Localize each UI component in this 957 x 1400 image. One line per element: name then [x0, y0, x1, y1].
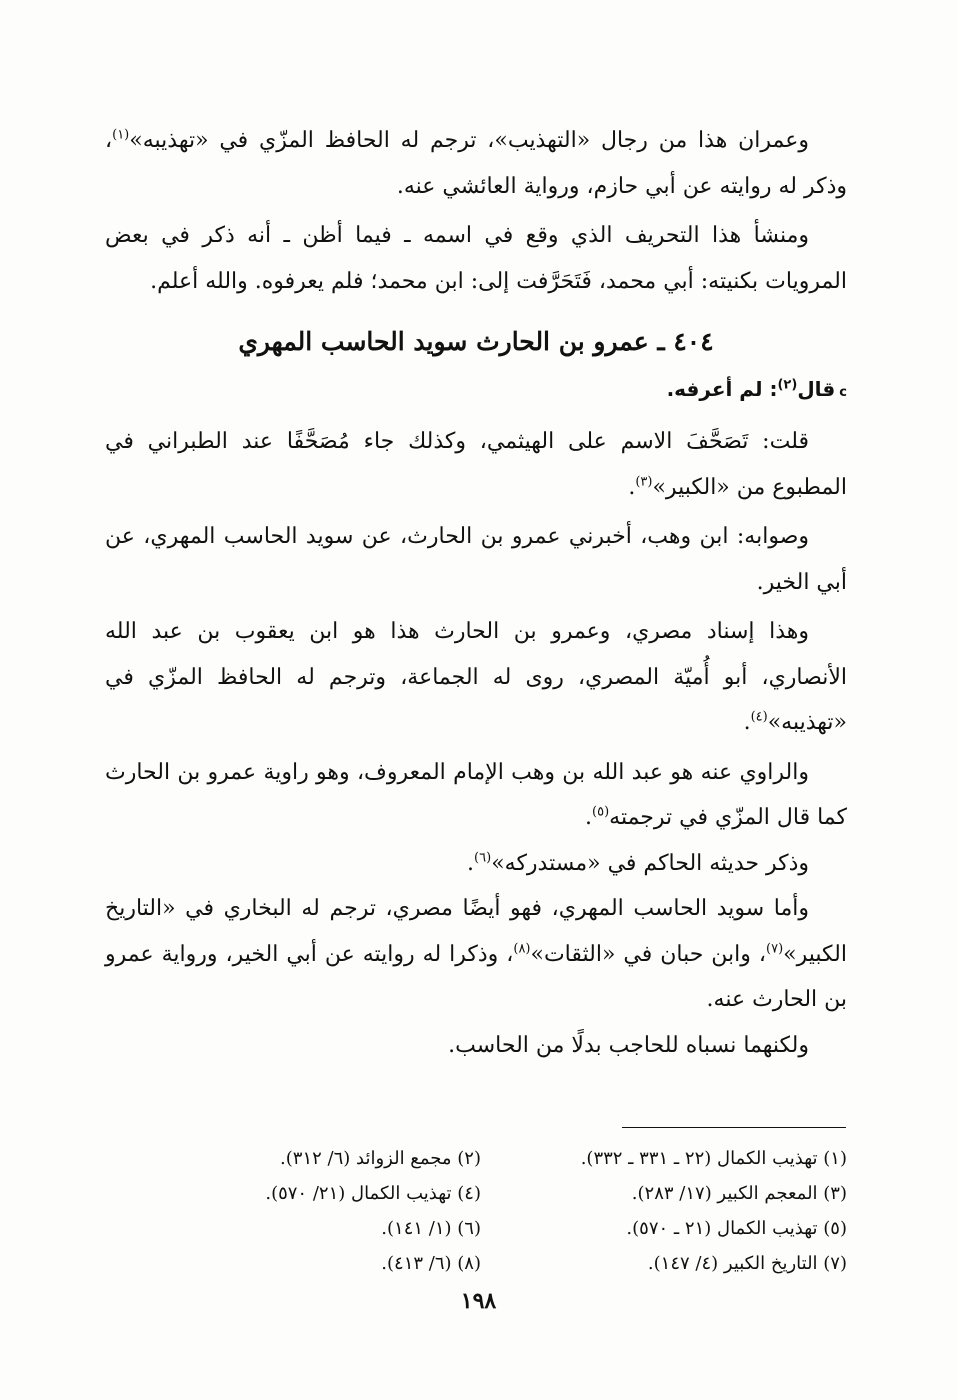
footnotes — [165, 1142, 847, 1280]
footnote: (٤) تهذيب الكمال (٢١/ ٥٧٠). — [265, 1183, 481, 1204]
qala-label: قال — [797, 376, 836, 401]
footnote: (٨) (٦/ ٤١٣). — [381, 1253, 481, 1274]
footnote-ref: (٤) — [750, 709, 768, 725]
footnote: (٢) مجمع الزوائد (٦/ ٣١٢). — [280, 1148, 481, 1169]
footnote-ref: (٦) — [474, 850, 492, 866]
paragraph-text: ، وذكرا له روايته عن أبي الخير، ورواية عمرو بن الحارث عنه. — [105, 941, 847, 1012]
qala-line — [105, 367, 847, 416]
footnote-ref: (٧) — [766, 941, 784, 957]
page-number: ١٩٨ — [460, 1288, 497, 1314]
paragraph-text: ، وابن حبان في «الثقات» — [530, 941, 766, 967]
paragraph-text: وأما سويد الحاسب المهري، فهو أيضًا مصري، ترجم له البخاري في «التاريخ الكبير» — [105, 896, 847, 967]
paragraph-text: قلت: تَصَحَّفَ الاسم على الهيثمي، وكذلك جاء مُصَحَّفًا عند الطبراني في المطبوع من «الكبير» — [105, 429, 847, 500]
footnote: (٦) (١/ ١٤١). — [381, 1218, 481, 1239]
footnote-ref: (٨) — [513, 941, 531, 957]
paragraph — [105, 118, 847, 209]
paragraph-text: وذكر حديثه الحاكم في «مستدركه» — [491, 850, 809, 876]
paragraph-text: والراوي عنه هو عبد الله بن وهب الإمام المعروف، وهو راوية عمرو بن الحارث كما قال المزّي في ترجمته — [105, 759, 847, 830]
footnote: (٣) المعجم الكبير (١٧/ ٢٨٣). — [631, 1183, 847, 1204]
footnote: (٥) تهذيب الكمال (٢١ ـ ٥٧٠). — [626, 1218, 847, 1239]
paragraph: ولكنهما نسباه للحاجب بدلًا من الحاسب. — [448, 1032, 809, 1058]
entry-heading: ٤٠٤ ـ عمرو بن الحارث سويد الحاسب المهري — [238, 327, 714, 356]
paragraph-text: وهذا إسناد مصري، وعمرو بن الحارث هذا هو ابن يعقوب بن عبد الله الأنصاري، أبو أُميّة المصري، روى له الجماعة، وترجم له الحافظ المزّي في «تهذيبه» — [105, 619, 847, 735]
footnote-ref: (١) — [112, 127, 130, 143]
paragraph: ومنشأ هذا التحريف الذي وقع في اسمه ـ فيما أظن ـ أنه ذكر في بعض المرويات بكنيته: أبي محمد، فَتَحَرَّفت إلى: ابن محمد؛ فلم يعرفوه. والله أعلم. — [105, 223, 847, 294]
paragraph: وصوابه: ابن وهب، أخبرني عمرو بن الحارث، عن سويد الحاسب المهري، عن أبي الخير. — [105, 524, 847, 595]
footnote-ref: (٥) — [592, 804, 610, 820]
paragraph — [105, 841, 847, 887]
paragraph-text: ، وذكر له روايته عن أبي حازم، ورواية العائشي عنه. — [105, 128, 847, 199]
footnote-ref: (٢) — [777, 376, 798, 392]
margin-marker: c — [839, 384, 847, 400]
paragraph — [105, 886, 847, 1023]
paragraph — [105, 750, 847, 841]
footnote: (١) تهذيب الكمال (٢٢ ـ ٣٣١ ـ ٣٣٢). — [580, 1148, 847, 1169]
paragraph-text: . — [628, 474, 636, 500]
qala-text: : لم أعرفه. — [666, 376, 778, 401]
footnote-divider — [622, 1127, 846, 1128]
paragraph-text: . — [467, 850, 475, 876]
paragraph-text: . — [743, 710, 751, 735]
paragraph-text: . — [585, 805, 593, 830]
paragraph-text: وعمران هذا من رجال «التهذيب»، ترجم له الحافظ المزّي في «تهذيبه» — [129, 128, 809, 153]
paragraph — [105, 419, 847, 510]
body-text — [105, 118, 847, 1068]
footnote-ref: (٣) — [635, 474, 653, 490]
paragraph — [105, 609, 847, 746]
footnote: (٧) التاريخ الكبير (٤/ ١٤٧). — [647, 1253, 847, 1274]
